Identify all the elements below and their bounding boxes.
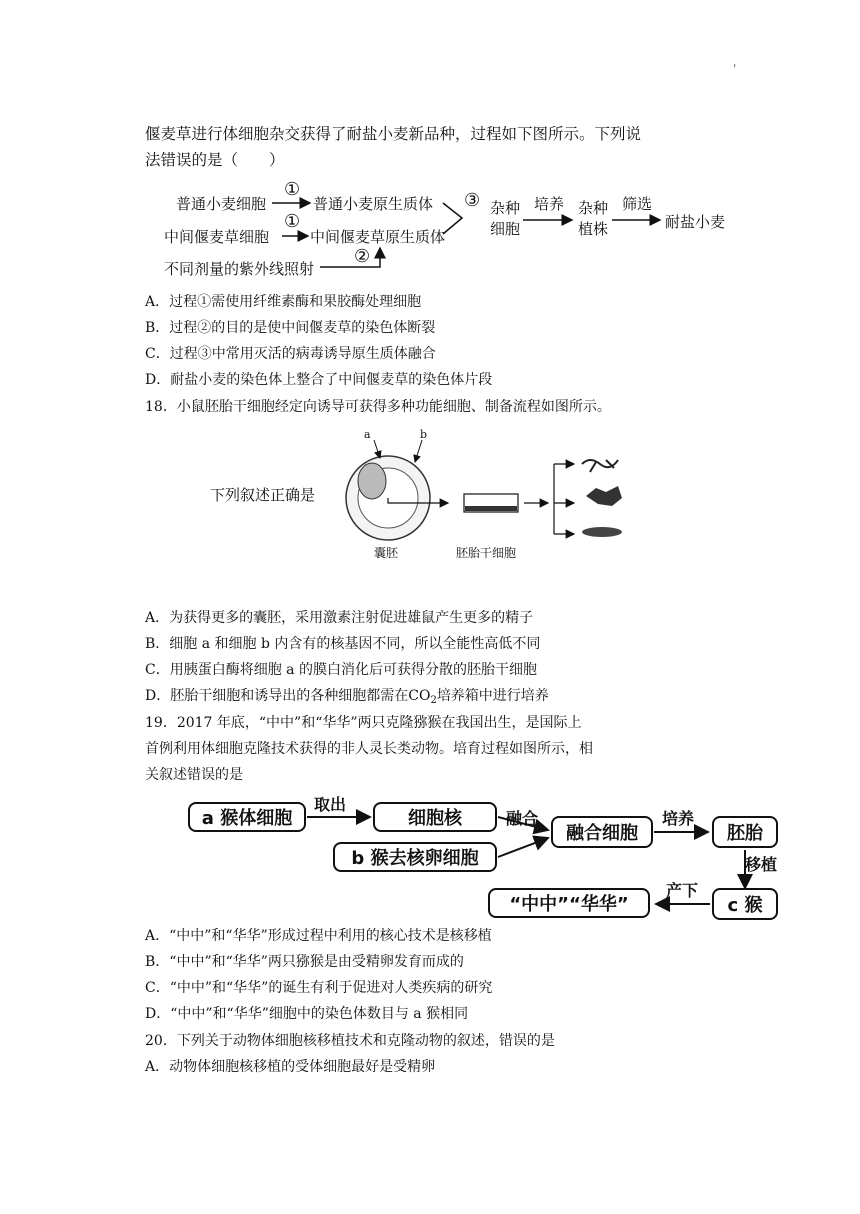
step2-marker: ② <box>354 246 371 267</box>
q19-option-b: B．“中中”和“华华”两只猕猴是由受精卵发育而成的 <box>145 954 464 970</box>
screen-label: 筛选 <box>622 195 653 213</box>
fuse-label: 融合 <box>506 809 539 828</box>
hybrid-plant-label1: 杂种 <box>578 199 609 217</box>
q18-stem: 18．小鼠胚胎干细胞经定向诱导可获得多种功能细胞、制备流程如图所示。 <box>145 399 611 415</box>
wheat-cell-label: 普通小麦细胞 <box>176 195 267 213</box>
q18-option-d-text: D．胚胎干细胞和诱导出的各种细胞都需在 <box>145 688 409 704</box>
q20-option-a: A．动物体细胞核移植的受体细胞最好是受精卵 <box>145 1059 436 1075</box>
transplant-label: 移植 <box>745 855 778 874</box>
take-out-label: 取出 <box>314 795 347 814</box>
q17-option-a: A．过程①需使用纤维素酶和果胶酶处理细胞 <box>145 294 422 310</box>
salt-wheat-label: 耐盐小麦 <box>665 213 726 231</box>
blastocyst-label: 囊胚 <box>374 546 399 560</box>
q17-option-c: C．过程③中常用灭活的病毒诱导原生质体融合 <box>145 346 436 362</box>
step1b-marker: ① <box>284 211 301 232</box>
uv-label: 不同剂量的紫外线照射 <box>164 260 315 278</box>
q20-stem: 20．下列关于动物体细胞核移植技术和克隆动物的叙述，错误的是 <box>145 1033 555 1049</box>
q17-option-d: D．耐盐小麦的染色体上整合了中间偃麦草的染色体片段 <box>145 372 493 388</box>
q19-option-c: C．“中中”和“华华”的诞生有利于促进对人类疾病的研究 <box>145 980 493 996</box>
box-monkey-b-egg: b 猴去核卵细胞 <box>333 842 497 872</box>
hybrid-plant-label2: 植株 <box>578 220 609 238</box>
birth-label: 产下 <box>666 881 699 900</box>
q17-figure <box>160 176 740 286</box>
hybrid-cell-label1: 杂种 <box>490 199 521 217</box>
q18-figure <box>210 426 650 566</box>
q19-option-a: A．“中中”和“华华”形成过程中利用的核心技术是核移植 <box>145 928 492 944</box>
q19-stem-line1: 19．2017 年底，“中中”和“华华”两只克隆猕猴在我国出生，是国际上 <box>145 715 582 731</box>
wheat-protoplast-label: 普通小麦原生质体 <box>313 195 434 213</box>
box-fused-cell: 融合细胞 <box>551 816 653 848</box>
co2-subscript: 2 <box>430 695 437 706</box>
box-embryo: 胚胎 <box>712 816 778 848</box>
step3-marker: ③ <box>464 190 481 211</box>
q17-stem-line1: 偃麦草进行体细胞杂交获得了耐盐小麦新品种，过程如下图所示。下列说 <box>145 125 642 143</box>
hybrid-cell-label2: 细胞 <box>490 220 521 238</box>
culture-label-19: 培养 <box>662 809 695 828</box>
stem-cell-label: 胚胎干细胞 <box>456 546 517 560</box>
q17-stem-line2: 法错误的是（ ） <box>145 151 285 169</box>
q18-option-d-tail: 培养箱中进行培养 <box>436 688 549 704</box>
box-monkey-c: c 猴 <box>712 888 778 920</box>
box-result: “中中”“华华” <box>488 888 650 918</box>
q18-option-a: A．为获得更多的囊胚，采用激素注射促进雄鼠产生更多的精子 <box>145 610 534 626</box>
q19-option-d: D．“中中”和“华华”细胞中的染色体数目与 a 猴相同 <box>145 1006 469 1022</box>
q19-stem-line3: 关叙述错误的是 <box>145 767 243 783</box>
q18-option-d <box>145 686 549 711</box>
label-b: b <box>420 428 428 441</box>
step1-marker: ① <box>284 179 301 200</box>
q17-option-b: B．过程②的目的是使中间偃麦草的染色体断裂 <box>145 320 436 336</box>
box-monkey-a-cell: a 猴体细胞 <box>188 802 306 832</box>
wheatgrass-protoplast-label: 中间偃麦草原生质体 <box>310 228 446 246</box>
q19-stem-line2: 首例利用体细胞克隆技术获得的非人灵长类动物。培育过程如图所示，相 <box>145 741 593 757</box>
label-a: a <box>364 428 371 441</box>
q18-prompt: 下列叙述正确是 <box>210 486 316 504</box>
culture-label: 培养 <box>534 195 565 213</box>
q18-option-c: C．用胰蛋白酶将细胞 a 的膜白消化后可获得分散的胚胎干细胞 <box>145 662 537 678</box>
q19-figure <box>180 792 800 922</box>
page-mark: ' <box>733 62 737 76</box>
q18-option-b: B．细胞 a 和细胞 b 内含有的核基因不同，所以全能性高低不同 <box>145 636 541 652</box>
wheatgrass-cell-label: 中间偃麦草细胞 <box>164 228 270 246</box>
co2-text: CO <box>408 688 431 704</box>
box-nucleus: 细胞核 <box>373 802 497 832</box>
